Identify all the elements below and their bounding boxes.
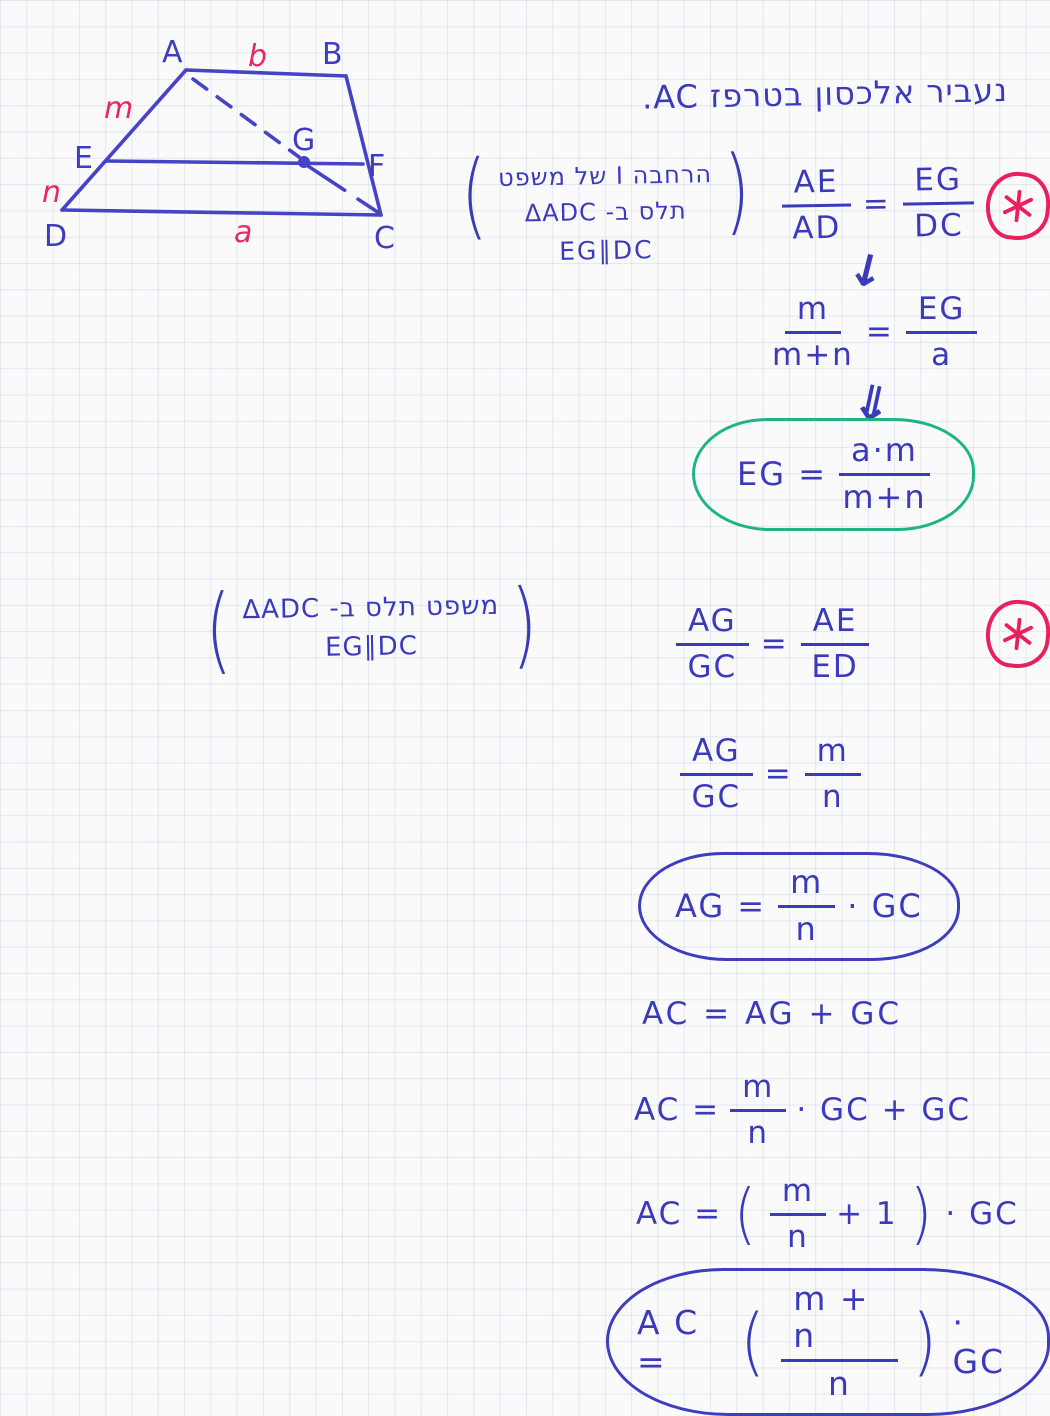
denominator: AD [791, 209, 842, 247]
fraction-ae-ad [781, 164, 851, 246]
asterisk-icon [997, 185, 1039, 227]
denominator: m+n [772, 336, 854, 373]
denominator: GC [691, 778, 742, 815]
fraction-m-n [730, 1070, 786, 1150]
edge-dc [62, 210, 381, 215]
fraction-m-n [778, 865, 835, 948]
equation-ag-gc-ae-ed [676, 604, 869, 684]
numerator: AG [680, 734, 753, 776]
plus-one: + 1 [836, 1196, 898, 1233]
equation-ac-sum [642, 996, 902, 1032]
fraction-ag-gc [676, 604, 749, 684]
denominator: n [787, 1218, 809, 1255]
equation-rhs: · GC + GC [796, 1092, 972, 1129]
side-label-b: b [248, 39, 268, 74]
note1-parallel: EG∥DC [558, 235, 654, 266]
numerator: AE [781, 164, 851, 207]
segment-ef [106, 161, 363, 164]
equation-rhs: · GC [945, 1196, 1019, 1233]
note1-line1: הרחבה I של משפט [497, 160, 713, 192]
result-lhs: A C = [637, 1302, 700, 1381]
diagonal-ag-dashed [193, 79, 299, 157]
numerator: AG [676, 604, 749, 646]
fraction-eg-dc [902, 162, 975, 244]
result-rhs: · GC [952, 1302, 1006, 1381]
paren-close: ) [909, 1175, 934, 1253]
equation-lhs: AC = [636, 1196, 723, 1233]
denominator: GC [687, 648, 738, 685]
paren-open: ( [734, 1175, 758, 1253]
numerator: AE [801, 604, 870, 646]
numerator: m [778, 865, 835, 908]
heading-draw-diagonal: נעביר אלכסון בטרפז AC. [641, 70, 1009, 117]
side-label-n: n [42, 175, 62, 210]
vertex-label-b: B [322, 37, 343, 72]
side-label-a: a [234, 215, 253, 250]
asterisk-marker-icon [983, 169, 1050, 243]
down-arrow-icon: ↓ [842, 242, 891, 301]
result-eg-formula [692, 418, 975, 531]
equation-ae-ad-eg-dc [781, 162, 975, 246]
result-lhs: AG = [675, 887, 767, 926]
double-down-arrow-icon: ⇓ [846, 372, 898, 436]
vertex-label-a: A [162, 35, 183, 70]
numerator: m [770, 1174, 826, 1216]
asterisk-icon [997, 613, 1039, 655]
result-ag-formula [638, 852, 960, 961]
result-ac-formula [606, 1268, 1050, 1416]
numerator: a·m [839, 433, 930, 476]
equation-ac-expanded [634, 1070, 971, 1150]
equals-sign: = [760, 626, 789, 663]
vertex-label-g: G [292, 123, 316, 158]
vertex-label-c: C [374, 221, 395, 256]
paren-close: ) [911, 1298, 939, 1385]
result-rhs: · GC [847, 887, 923, 926]
denominator: n [821, 778, 844, 815]
vertex-label-d: D [44, 219, 68, 254]
equation-m-mn-eg-a [772, 292, 977, 372]
fraction-ag-gc [680, 734, 753, 814]
equation-ac-factored [636, 1174, 1019, 1254]
side-label-m: m [104, 91, 134, 126]
vertex-label-f: F [368, 149, 386, 184]
note2-line1: משפט תלס ב- ΔADC [242, 590, 500, 626]
equation-text: AC = AG + GC [642, 996, 903, 1032]
equals-sign: = [862, 186, 892, 223]
fraction-m-n [770, 1174, 826, 1254]
denominator: n [795, 909, 818, 948]
result-lhs: EG = [737, 455, 827, 494]
edge-bc [346, 76, 381, 215]
point-g-dot [299, 157, 310, 168]
numerator: m [785, 292, 841, 334]
fraction-am-mn [839, 433, 930, 516]
paren-open: ( [460, 141, 488, 251]
equals-sign: = [865, 314, 894, 351]
denominator: m+n [842, 477, 927, 516]
vertex-label-e: E [74, 141, 93, 176]
denominator: n [827, 1363, 851, 1403]
numerator: m + n [781, 1281, 897, 1362]
paren-close: ) [722, 136, 751, 246]
denominator: n [747, 1114, 770, 1151]
denominator: ED [811, 648, 859, 685]
fraction-mn-n [781, 1281, 897, 1403]
note2-line2: EG∥DC [324, 631, 419, 663]
asterisk-marker-icon [983, 597, 1050, 671]
fraction-m-n [805, 734, 861, 814]
denominator: a [931, 336, 953, 373]
note-thales-extension [455, 136, 756, 267]
fraction-m-mn [772, 292, 854, 372]
fraction-ae-ed [801, 604, 870, 684]
fraction-eg-a [906, 292, 978, 372]
paren-open: ( [204, 575, 233, 685]
trapezoid-diagram [0, 16, 440, 278]
numerator: EG [906, 292, 978, 334]
numerator: m [730, 1070, 786, 1112]
denominator: DC [913, 207, 965, 245]
paren-close: ) [510, 570, 538, 680]
note-thales-adc [199, 570, 543, 685]
equals-sign: = [764, 756, 793, 793]
note1-line2: תלס ב- ΔADC [524, 196, 687, 228]
paren-open: ( [740, 1298, 767, 1385]
numerator: m [805, 734, 861, 776]
numerator: EG [902, 162, 974, 205]
equation-ag-gc-m-n [680, 734, 861, 814]
equation-lhs: AC = [634, 1092, 721, 1129]
